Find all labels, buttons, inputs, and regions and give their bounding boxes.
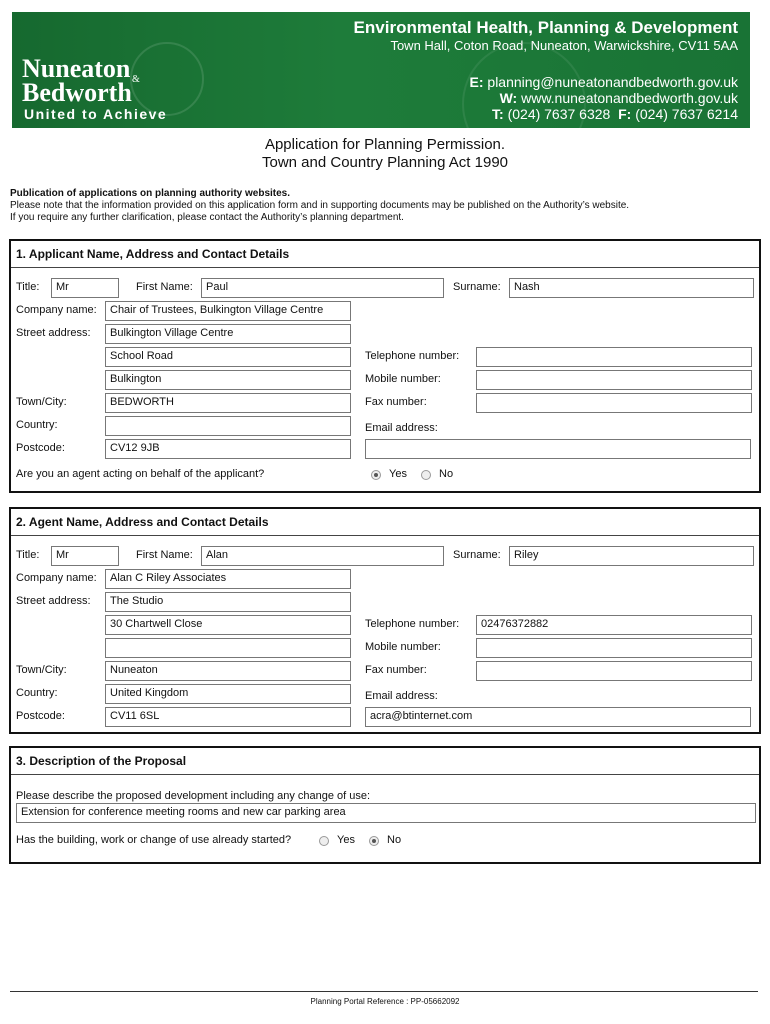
section-divider (11, 774, 759, 775)
email-contact: planning@nuneatonandbedworth.gov.uk (487, 74, 738, 90)
applicant-fax-field[interactable] (476, 393, 752, 413)
agent-section-heading: 2. Agent Name, Address and Contact Details (16, 515, 269, 529)
agent-company-field[interactable]: Alan C Riley Associates (105, 569, 351, 589)
web-line: W: www.nuneatonandbedworth.gov.uk (499, 90, 738, 106)
phone-line: T: (024) 7637 6328 F: (024) 7637 6214 (492, 106, 738, 122)
applicant-company-field[interactable]: Chair of Trustees, Bulkington Village Centre (105, 301, 351, 321)
started-yes-radio[interactable] (319, 836, 329, 846)
agent-town-field[interactable]: Nuneaton (105, 661, 351, 681)
surname-label: Surname: (453, 549, 501, 561)
section-divider (11, 267, 759, 268)
agent-yes-radio[interactable] (371, 470, 381, 480)
applicant-country-field[interactable] (105, 416, 351, 436)
agent-yes-label: Yes (389, 468, 407, 480)
applicant-street-line3-field[interactable]: Bulkington (105, 370, 351, 390)
surname-label: Surname: (453, 281, 501, 293)
title-label: Title: (16, 281, 40, 293)
town-city-label: Town/City: (16, 664, 67, 676)
applicant-section (9, 239, 761, 493)
logo-ampersand: & (132, 74, 140, 85)
web-contact: www.nuneatonandbedworth.gov.uk (521, 90, 738, 106)
proposal-prompt: Please describe the proposed development including any change of use: (16, 790, 371, 802)
mobile-label: Mobile number: (365, 373, 441, 385)
applicant-mobile-field[interactable] (476, 370, 752, 390)
department-address: Town Hall, Coton Road, Nuneaton, Warwickshire, CV11 5AA (390, 38, 738, 53)
email-label: Email address: (365, 690, 438, 702)
company-name-label: Company name: (16, 572, 97, 584)
applicant-surname-field[interactable]: Nash (509, 278, 754, 298)
agent-no-label: No (439, 468, 454, 480)
telephone-contact: (024) 7637 6328 (507, 106, 611, 122)
applicant-section-heading: 1. Applicant Name, Address and Contact Details (16, 247, 290, 261)
applicant-town-field[interactable]: BEDWORTH (105, 393, 351, 413)
agent-first-name-field[interactable]: Alan (201, 546, 444, 566)
fax-label: Fax number: (365, 664, 427, 676)
agent-fax-field[interactable] (476, 661, 752, 681)
agent-telephone-field[interactable]: 02476372882 (476, 615, 752, 635)
applicant-postcode-field[interactable]: CV12 9JB (105, 439, 351, 459)
agent-question: Are you an agent acting on behalf of the applicant? (16, 468, 265, 480)
started-no-radio[interactable] (369, 836, 379, 846)
header-banner (12, 12, 750, 128)
proposal-description-field[interactable]: Extension for conference meeting rooms and new car parking area (16, 803, 756, 823)
agent-street-line3-field[interactable] (105, 638, 351, 658)
first-name-label: First Name: (136, 549, 193, 561)
footer-divider (10, 991, 758, 992)
agent-street-line1-field[interactable]: The Studio (105, 592, 351, 612)
agent-country-field[interactable]: United Kingdom (105, 684, 351, 704)
started-no-label: No (387, 834, 402, 846)
form-title-line1: Application for Planning Permission. (264, 136, 506, 153)
country-label: Country: (16, 419, 58, 431)
agent-section (9, 507, 761, 734)
started-question: Has the building, work or change of use already started? (16, 834, 292, 846)
company-name-label: Company name: (16, 304, 97, 316)
applicant-title-field[interactable]: Mr (51, 278, 119, 298)
crest-emblem (130, 42, 204, 116)
email-line: E: planning@nuneatonandbedworth.gov.uk (469, 74, 738, 90)
telephone-label: Telephone number: (365, 350, 460, 362)
agent-mobile-field[interactable] (476, 638, 752, 658)
telephone-label: Telephone number: (365, 618, 460, 630)
applicant-telephone-field[interactable] (476, 347, 752, 367)
started-yes-label: Yes (337, 834, 355, 846)
postcode-label: Postcode: (16, 442, 65, 454)
publication-note: Please note that the information provided on this application form and in supporting documents may be published on the Authority’s website. (10, 200, 630, 211)
street-address-label: Street address: (16, 327, 91, 339)
logo-line2: Bedworth (22, 78, 132, 107)
department-name: Environmental Health, Planning & Development (353, 18, 738, 37)
applicant-first-name-field[interactable]: Paul (201, 278, 444, 298)
street-address-label: Street address: (16, 595, 91, 607)
mobile-label: Mobile number: (365, 641, 441, 653)
applicant-email-field[interactable] (365, 439, 751, 459)
applicant-street-line1-field[interactable]: Bulkington Village Centre (105, 324, 351, 344)
logo-tagline: United to Achieve (24, 106, 168, 122)
town-city-label: Town/City: (16, 396, 67, 408)
proposal-section-heading: 3. Description of the Proposal (16, 754, 187, 768)
proposal-section (9, 746, 761, 864)
first-name-label: First Name: (136, 281, 193, 293)
fax-contact: (024) 7637 6214 (635, 106, 738, 122)
agent-email-field[interactable]: acra@btinternet.com (365, 707, 751, 727)
form-title-line2: Town and Country Planning Act 1990 (262, 154, 508, 171)
country-label: Country: (16, 687, 58, 699)
publication-heading: Publication of applications on planning authority websites. (10, 188, 291, 199)
agent-street-line2-field[interactable]: 30 Chartwell Close (105, 615, 351, 635)
agent-surname-field[interactable]: Riley (509, 546, 754, 566)
section-divider (11, 535, 759, 536)
agent-postcode-field[interactable]: CV11 6SL (105, 707, 351, 727)
agent-no-radio[interactable] (421, 470, 431, 480)
publication-clarification: If you require any further clarification, please contact the Authority’s planning department. (10, 212, 404, 223)
applicant-street-line2-field[interactable]: School Road (105, 347, 351, 367)
postcode-label: Postcode: (16, 710, 65, 722)
email-label: Email address: (365, 422, 438, 434)
agent-title-field[interactable]: Mr (51, 546, 119, 566)
logo-line1: Nuneaton (22, 54, 131, 83)
title-label: Title: (16, 549, 40, 561)
planning-portal-reference: Planning Portal Reference : PP-05662092 (310, 997, 460, 1006)
fax-label: Fax number: (365, 396, 427, 408)
